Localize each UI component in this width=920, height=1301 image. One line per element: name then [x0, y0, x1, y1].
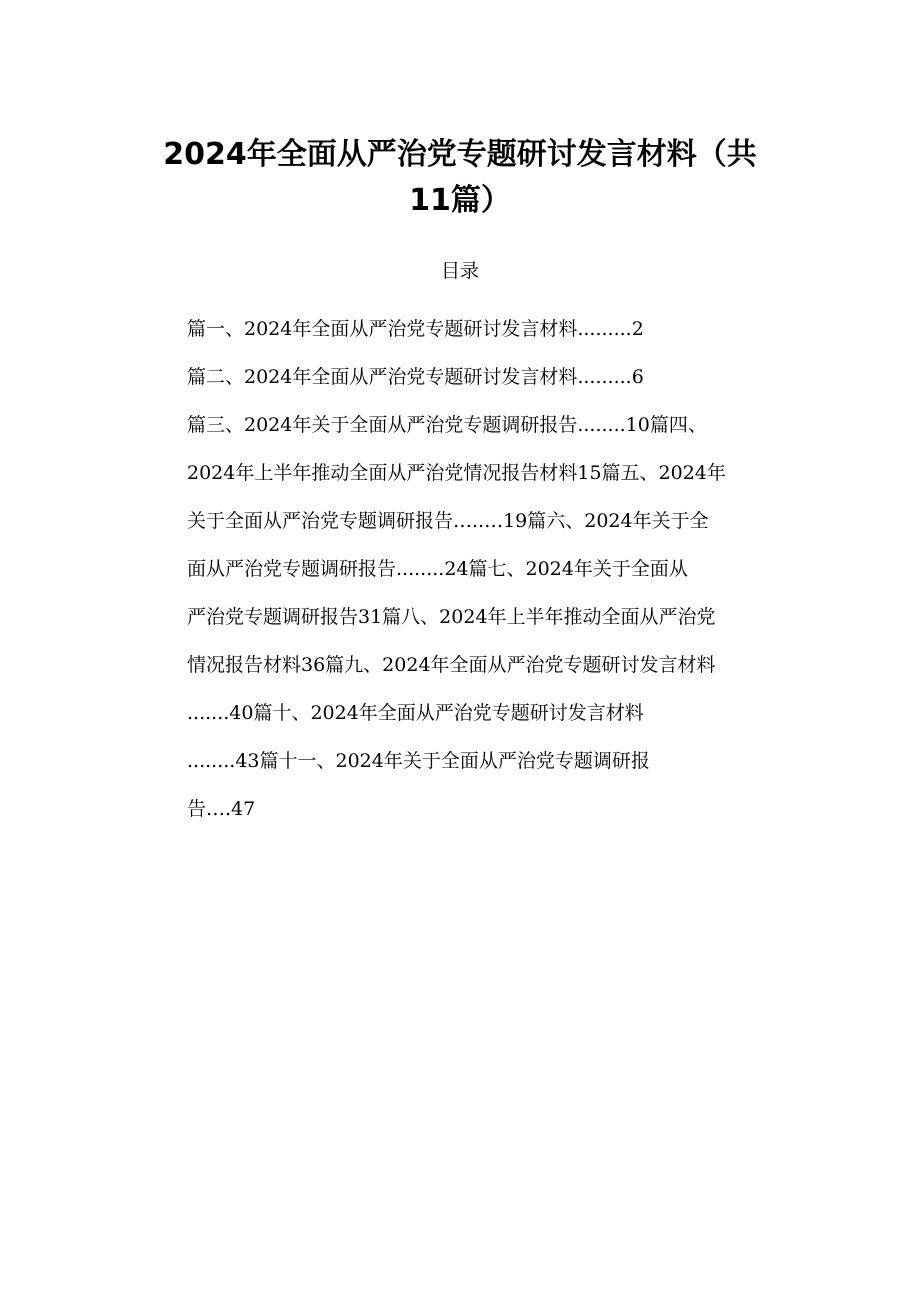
toc-line: 2024年上半年推动全面从严治党情况报告材料15篇五、2024年	[187, 462, 726, 484]
toc-line: 关于全面从严治党专题调研报告…..…19篇六、2024年关于全	[187, 510, 709, 532]
title-line-1: 2024年全面从严治党专题研讨发言材料（共	[163, 137, 757, 172]
toc-line: 面从严治党专题调研报告........24篇七、2024年关于全面从	[187, 558, 688, 580]
toc-heading: 目录	[440, 260, 479, 282]
title-line-2: 11篇）	[409, 183, 511, 218]
toc-line: 情况报告材料36篇九、2024年全面从严治党专题研讨发言材料	[187, 654, 716, 676]
table-of-contents	[187, 305, 827, 833]
toc-line: 篇三、2024年关于全面从严治党专题调研报告........10篇四、	[187, 414, 707, 436]
toc-line: 篇一、2024年全面从严治党专题研讨发言材料.........2	[187, 318, 644, 340]
document-title	[0, 132, 920, 224]
toc-line: 篇二、2024年全面从严治党专题研讨发言材料.........6	[187, 366, 644, 388]
toc-line: 告….47	[187, 798, 256, 820]
toc-line: ........43篇十一、2024年关于全面从严治党专题调研报	[187, 750, 650, 772]
toc-line: .......40篇十、2024年全面从严治党专题研讨发言材料	[187, 702, 644, 724]
toc-line: 严治党专题调研报告31篇八、2024年上半年推动全面从严治党	[187, 606, 716, 628]
